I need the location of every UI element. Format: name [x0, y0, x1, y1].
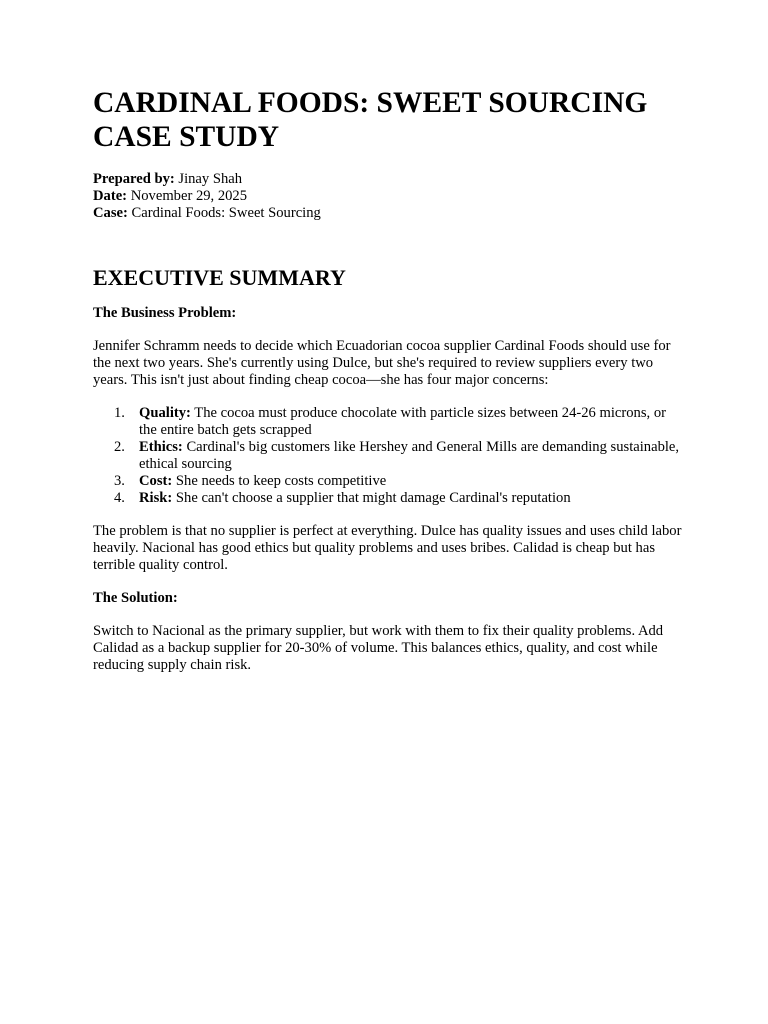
prepared-by-value: Jinay Shah: [178, 171, 243, 187]
prepared-by-label: Prepared by:: [93, 171, 175, 187]
concern-item-ethics: [93, 439, 683, 473]
concern-text: Cardinal's big customers like Hershey and General Mills are demanding sustainable, ethical sourcing: [139, 439, 680, 472]
concern-item-risk: [93, 490, 683, 507]
prepared-by-line: [93, 171, 683, 188]
concern-number: 4.: [114, 490, 125, 506]
concern-label: Cost:: [139, 473, 173, 489]
document-page: [93, 86, 683, 674]
concern-item-cost: [93, 473, 683, 490]
concern-text: She needs to keep costs competitive: [175, 473, 387, 489]
solution-heading: The Solution:: [93, 590, 178, 606]
case-line: [93, 205, 683, 222]
concern-text: The cocoa must produce chocolate with particle sizes between 24-26 microns, or the entire batch gets scrapped: [139, 405, 666, 438]
date-value: November 29, 2025: [130, 188, 248, 204]
concern-label: Quality:: [139, 405, 191, 421]
concern-item-quality: [93, 405, 683, 439]
document-title: [93, 86, 683, 154]
concern-label: Risk:: [139, 490, 173, 506]
date-label: Date:: [93, 188, 128, 204]
concern-number: 1.: [114, 405, 125, 421]
case-label: Case:: [93, 205, 128, 221]
solution-paragraph: Switch to Nacional as the primary supplier, but work with them to fix their quality problems. Add Calidad as a backup supplier for 20-30% of volume. This balances ethics, quality, and cost while reducing supply chain risk.: [93, 623, 664, 673]
business-problem-heading: The Business Problem:: [93, 305, 237, 321]
concern-number: 2.: [114, 439, 125, 455]
document-meta: [93, 171, 683, 222]
executive-summary-heading: EXECUTIVE SUMMARY: [93, 265, 346, 290]
concern-text: She can't choose a supplier that might damage Cardinal's reputation: [175, 490, 571, 506]
concern-number: 3.: [114, 473, 125, 489]
problem-paragraph: The problem is that no supplier is perfect at everything. Dulce has quality issues and uses child labor heavily. Nacional has good ethics but quality problems and uses bribes. Calidad is cheap but has terrible quality control.: [93, 523, 682, 573]
intro-paragraph: Jennifer Schramm needs to decide which Ecuadorian cocoa supplier Cardinal Foods should use for the next two years. She's currently using Dulce, but she's required to review suppliers every two years. This isn't just about finding cheap cocoa—she has four major concerns:: [93, 338, 671, 388]
document-title-line-1: CARDINAL FOODS: SWEET SOURCING: [93, 87, 648, 119]
date-line: [93, 188, 683, 205]
concerns-list: [93, 405, 683, 507]
document-title-line-2: CASE STUDY: [93, 121, 280, 153]
concern-label: Ethics:: [139, 439, 183, 455]
case-value: Cardinal Foods: Sweet Sourcing: [131, 205, 321, 221]
